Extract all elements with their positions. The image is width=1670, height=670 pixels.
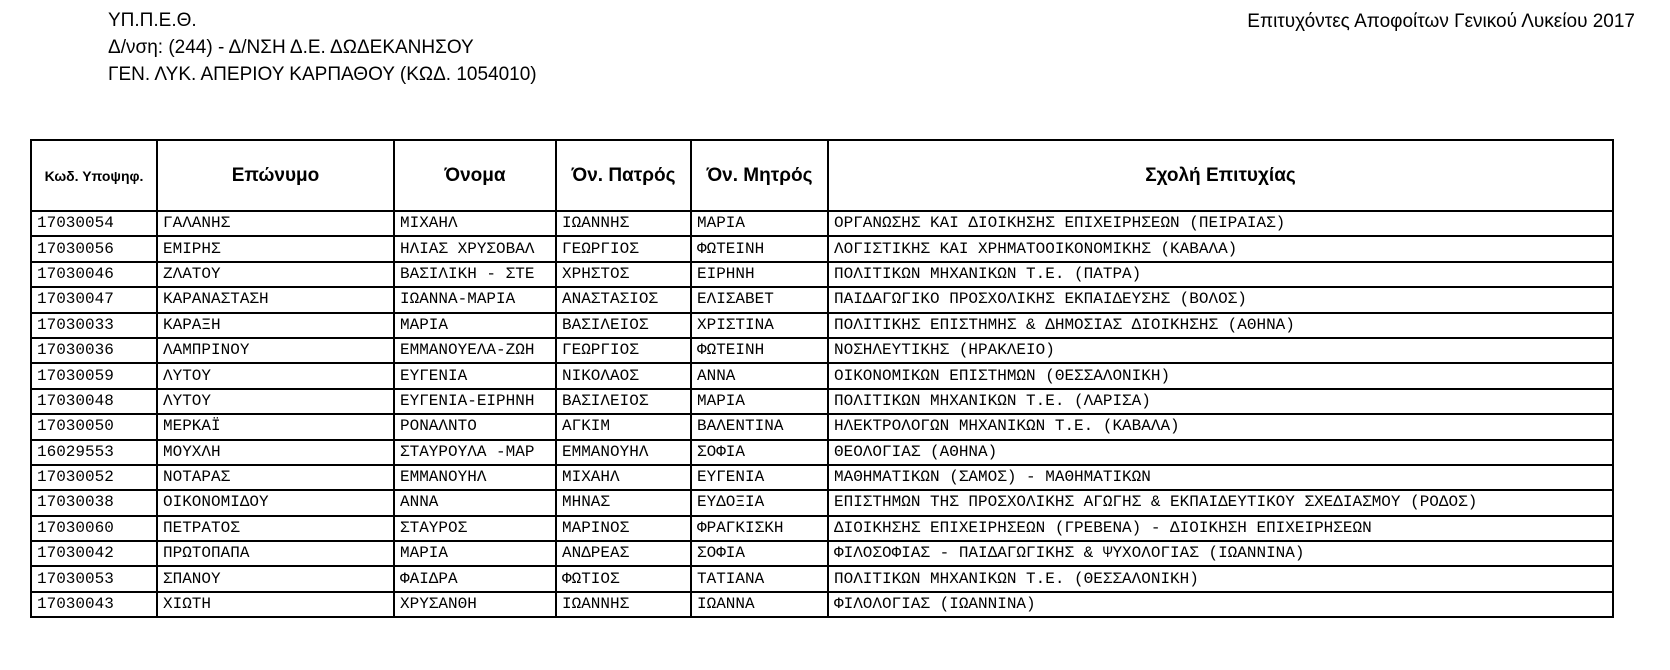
cell-surname: ΣΠΑΝΟΥ bbox=[157, 566, 394, 591]
cell-father-name: ΙΩΑΝΝΗΣ bbox=[556, 211, 691, 236]
table-row bbox=[31, 236, 1613, 261]
cell-admitted-school: ΛΟΓΙΣΤΙΚΗΣ ΚΑΙ ΧΡΗΜΑΤΟΟΙΚΟΝΟΜΙΚΗΣ (ΚΑΒΑΛΑ) bbox=[828, 236, 1613, 261]
cell-father-name: ΓΕΩΡΓΙΟΣ bbox=[556, 338, 691, 363]
cell-first-name: ΕΥΓΕΝΙΑ-ΕΙΡΗΝΗ bbox=[394, 389, 556, 414]
cell-father-name: ΑΝΑΣΤΑΣΙΟΣ bbox=[556, 287, 691, 312]
table-body bbox=[31, 211, 1613, 617]
column-header-admitted-school: Σχολή Επιτυχίας bbox=[828, 140, 1613, 211]
document-header bbox=[108, 7, 537, 88]
cell-first-name: ΑΝΝΑ bbox=[394, 490, 556, 515]
cell-mother-name: ΕΥΔΟΞΙΑ bbox=[691, 490, 828, 515]
ministry-line: ΥΠ.Π.Ε.Θ. bbox=[108, 10, 197, 31]
cell-first-name: ΕΥΓΕΝΙΑ bbox=[394, 363, 556, 388]
cell-mother-name: ΙΩΑΝΝΑ bbox=[691, 592, 828, 617]
cell-father-name: ΙΩΑΝΝΗΣ bbox=[556, 592, 691, 617]
table-row bbox=[31, 414, 1613, 439]
cell-candidate-code: 17030042 bbox=[31, 541, 157, 566]
cell-first-name: ΜΑΡΙΑ bbox=[394, 541, 556, 566]
cell-surname: ΓΑΛΑΝΗΣ bbox=[157, 211, 394, 236]
column-header-first-name: Όνομα bbox=[394, 140, 556, 211]
cell-surname: ΚΑΡΑΞΗ bbox=[157, 313, 394, 338]
cell-surname: ΛΥΤΟΥ bbox=[157, 389, 394, 414]
cell-admitted-school: ΠΟΛΙΤΙΚΗΣ ΕΠΙΣΤΗΜΗΣ & ΔΗΜΟΣΙΑΣ ΔΙΟΙΚΗΣΗΣ (ΑΘΗΝΑ) bbox=[828, 313, 1613, 338]
cell-father-name: ΜΑΡΙΝΟΣ bbox=[556, 516, 691, 541]
cell-father-name: ΕΜΜΑΝΟΥΗΛ bbox=[556, 440, 691, 465]
cell-admitted-school: ΕΠΙΣΤΗΜΩΝ ΤΗΣ ΠΡΟΣΧΟΛΙΚΗΣ ΑΓΩΓΗΣ & ΕΚΠΑΙΔΕΥΤΙΚΟΥ ΣΧΕΔΙΑΣΜΟΥ (ΡΟΔΟΣ) bbox=[828, 490, 1613, 515]
table-row bbox=[31, 490, 1613, 515]
cell-surname: ΖΛΑΤΟΥ bbox=[157, 262, 394, 287]
cell-first-name: ΡΟΝΑΛΝΤΟ bbox=[394, 414, 556, 439]
cell-first-name: ΦΑΙΔΡΑ bbox=[394, 566, 556, 591]
cell-surname: ΠΕΤΡΑΤΟΣ bbox=[157, 516, 394, 541]
cell-surname: ΧΙΩΤΗ bbox=[157, 592, 394, 617]
cell-candidate-code: 16029553 bbox=[31, 440, 157, 465]
cell-candidate-code: 17030043 bbox=[31, 592, 157, 617]
cell-first-name: ΣΤΑΥΡΟΣ bbox=[394, 516, 556, 541]
cell-mother-name: ΣΟΦΙΑ bbox=[691, 440, 828, 465]
cell-mother-name: ΦΩΤΕΙΝΗ bbox=[691, 236, 828, 261]
cell-admitted-school: ΦΙΛΟΣΟΦΙΑΣ - ΠΑΙΔΑΓΩΓΙΚΗΣ & ΨΥΧΟΛΟΓΙΑΣ (ΙΩΑΝΝΙΝΑ) bbox=[828, 541, 1613, 566]
document-title: Επιτυχόντες Αποφοίτων Γενικού Λυκείου 2017 bbox=[1247, 11, 1635, 32]
cell-mother-name: ΑΝΝΑ bbox=[691, 363, 828, 388]
cell-mother-name: ΤΑΤΙΑΝΑ bbox=[691, 566, 828, 591]
cell-first-name: ΙΩΑΝΝΑ-ΜΑΡΙΑ bbox=[394, 287, 556, 312]
cell-mother-name: ΕΥΓΕΝΙΑ bbox=[691, 465, 828, 490]
table-row bbox=[31, 440, 1613, 465]
cell-admitted-school: ΟΙΚΟΝΟΜΙΚΩΝ ΕΠΙΣΤΗΜΩΝ (ΘΕΣΣΑΛΟΝΙΚΗ) bbox=[828, 363, 1613, 388]
cell-candidate-code: 17030048 bbox=[31, 389, 157, 414]
cell-candidate-code: 17030059 bbox=[31, 363, 157, 388]
cell-first-name: ΧΡΥΣΑΝΘΗ bbox=[394, 592, 556, 617]
cell-candidate-code: 17030056 bbox=[31, 236, 157, 261]
cell-father-name: ΜΗΝΑΣ bbox=[556, 490, 691, 515]
cell-admitted-school: ΗΛΕΚΤΡΟΛΟΓΩΝ ΜΗΧΑΝΙΚΩΝ Τ.Ε. (ΚΑΒΑΛΑ) bbox=[828, 414, 1613, 439]
cell-father-name: ΝΙΚΟΛΑΟΣ bbox=[556, 363, 691, 388]
cell-surname: ΜΟΥΧΛΗ bbox=[157, 440, 394, 465]
cell-first-name: ΗΛΙΑΣ ΧΡΥΣΟΒΑΛ bbox=[394, 236, 556, 261]
table-row bbox=[31, 313, 1613, 338]
cell-surname: ΠΡΩΤΟΠΑΠΑ bbox=[157, 541, 394, 566]
cell-mother-name: ΦΡΑΓΚΙΣΚΗ bbox=[691, 516, 828, 541]
cell-admitted-school: ΜΑΘΗΜΑΤΙΚΩΝ (ΣΑΜΟΣ) - ΜΑΘΗΜΑΤΙΚΩΝ bbox=[828, 465, 1613, 490]
cell-admitted-school: ΝΟΣΗΛΕΥΤΙΚΗΣ (ΗΡΑΚΛΕΙΟ) bbox=[828, 338, 1613, 363]
cell-surname: ΟΙΚΟΝΟΜΙΔΟΥ bbox=[157, 490, 394, 515]
cell-mother-name: ΒΑΛΕΝΤΙΝΑ bbox=[691, 414, 828, 439]
cell-first-name: ΕΜΜΑΝΟΥΗΛ bbox=[394, 465, 556, 490]
table-row bbox=[31, 211, 1613, 236]
cell-first-name: ΒΑΣΙΛΙΚΗ - ΣΤΕ bbox=[394, 262, 556, 287]
column-header-father-name: Όν. Πατρός bbox=[556, 140, 691, 211]
cell-father-name: ΑΓΚΙΜ bbox=[556, 414, 691, 439]
table-row bbox=[31, 566, 1613, 591]
table-row bbox=[31, 592, 1613, 617]
cell-candidate-code: 17030053 bbox=[31, 566, 157, 591]
cell-admitted-school: ΔΙΟΙΚΗΣΗΣ ΕΠΙΧΕΙΡΗΣΕΩΝ (ΓΡΕΒΕΝΑ) - ΔΙΟΙΚΗΣΗ ΕΠΙΧΕΙΡΗΣΕΩΝ bbox=[828, 516, 1613, 541]
table-row bbox=[31, 363, 1613, 388]
cell-candidate-code: 17030036 bbox=[31, 338, 157, 363]
cell-candidate-code: 17030033 bbox=[31, 313, 157, 338]
cell-admitted-school: ΠΟΛΙΤΙΚΩΝ ΜΗΧΑΝΙΚΩΝ Τ.Ε. (ΛΑΡΙΣΑ) bbox=[828, 389, 1613, 414]
cell-father-name: ΓΕΩΡΓΙΟΣ bbox=[556, 236, 691, 261]
cell-first-name: ΜΙΧΑΗΛ bbox=[394, 211, 556, 236]
cell-father-name: ΜΙΧΑΗΛ bbox=[556, 465, 691, 490]
table-row bbox=[31, 338, 1613, 363]
cell-candidate-code: 17030038 bbox=[31, 490, 157, 515]
cell-first-name: ΣΤΑΥΡΟΥΛΑ -ΜΑΡ bbox=[394, 440, 556, 465]
cell-first-name: ΕΜΜΑΝΟΥΕΛΑ-ΖΩΗ bbox=[394, 338, 556, 363]
cell-admitted-school: ΟΡΓΑΝΩΣΗΣ ΚΑΙ ΔΙΟΙΚΗΣΗΣ ΕΠΙΧΕΙΡΗΣΕΩΝ (ΠΕΙΡΑΙΑΣ) bbox=[828, 211, 1613, 236]
column-header-mother-name: Όν. Μητρός bbox=[691, 140, 828, 211]
school-line: ΓΕΝ. ΛΥΚ. ΑΠΕΡΙΟΥ ΚΑΡΠΑΘΟΥ (ΚΩΔ. 1054010) bbox=[108, 64, 537, 85]
cell-candidate-code: 17030060 bbox=[31, 516, 157, 541]
table-row bbox=[31, 465, 1613, 490]
cell-surname: ΚΑΡΑΝΑΣΤΑΣΗ bbox=[157, 287, 394, 312]
cell-candidate-code: 17030052 bbox=[31, 465, 157, 490]
cell-admitted-school: ΦΙΛΟΛΟΓΙΑΣ (ΙΩΑΝΝΙΝΑ) bbox=[828, 592, 1613, 617]
cell-mother-name: ΜΑΡΙΑ bbox=[691, 211, 828, 236]
cell-father-name: ΦΩΤΙΟΣ bbox=[556, 566, 691, 591]
cell-mother-name: ΜΑΡΙΑ bbox=[691, 389, 828, 414]
cell-mother-name: ΕΙΡΗΝΗ bbox=[691, 262, 828, 287]
table-row bbox=[31, 287, 1613, 312]
table-header-row bbox=[31, 140, 1613, 211]
cell-mother-name: ΣΟΦΙΑ bbox=[691, 541, 828, 566]
cell-surname: ΝΟΤΑΡΑΣ bbox=[157, 465, 394, 490]
cell-surname: ΛΥΤΟΥ bbox=[157, 363, 394, 388]
cell-admitted-school: ΠΑΙΔΑΓΩΓΙΚΟ ΠΡΟΣΧΟΛΙΚΗΣ ΕΚΠΑΙΔΕΥΣΗΣ (ΒΟΛΟΣ) bbox=[828, 287, 1613, 312]
column-header-surname: Επώνυμο bbox=[157, 140, 394, 211]
results-table bbox=[30, 139, 1614, 618]
cell-mother-name: ΕΛΙΣΑΒΕΤ bbox=[691, 287, 828, 312]
table-row bbox=[31, 541, 1613, 566]
cell-mother-name: ΧΡΙΣΤΙΝΑ bbox=[691, 313, 828, 338]
cell-candidate-code: 17030050 bbox=[31, 414, 157, 439]
column-header-candidate-code: Κωδ. Υποψηφ. bbox=[31, 140, 157, 211]
cell-admitted-school: ΠΟΛΙΤΙΚΩΝ ΜΗΧΑΝΙΚΩΝ Τ.Ε. (ΠΑΤΡΑ) bbox=[828, 262, 1613, 287]
cell-surname: ΛΑΜΠΡΙΝΟΥ bbox=[157, 338, 394, 363]
table-row bbox=[31, 389, 1613, 414]
cell-father-name: ΒΑΣΙΛΕΙΟΣ bbox=[556, 389, 691, 414]
table-row bbox=[31, 262, 1613, 287]
cell-surname: ΜΕΡΚΑΪ bbox=[157, 414, 394, 439]
cell-father-name: ΧΡΗΣΤΟΣ bbox=[556, 262, 691, 287]
cell-father-name: ΒΑΣΙΛΕΙΟΣ bbox=[556, 313, 691, 338]
cell-admitted-school: ΠΟΛΙΤΙΚΩΝ ΜΗΧΑΝΙΚΩΝ Τ.Ε. (ΘΕΣΣΑΛΟΝΙΚΗ) bbox=[828, 566, 1613, 591]
cell-father-name: ΑΝΔΡΕΑΣ bbox=[556, 541, 691, 566]
cell-admitted-school: ΘΕΟΛΟΓΙΑΣ (ΑΘΗΝΑ) bbox=[828, 440, 1613, 465]
cell-first-name: ΜΑΡΙΑ bbox=[394, 313, 556, 338]
cell-candidate-code: 17030047 bbox=[31, 287, 157, 312]
directorate-line: Δ/νση: (244) - Δ/ΝΣΗ Δ.Ε. ΔΩΔΕΚΑΝΗΣΟΥ bbox=[108, 37, 474, 58]
cell-mother-name: ΦΩΤΕΙΝΗ bbox=[691, 338, 828, 363]
table-row bbox=[31, 516, 1613, 541]
cell-candidate-code: 17030046 bbox=[31, 262, 157, 287]
cell-surname: ΕΜΙΡΗΣ bbox=[157, 236, 394, 261]
cell-candidate-code: 17030054 bbox=[31, 211, 157, 236]
